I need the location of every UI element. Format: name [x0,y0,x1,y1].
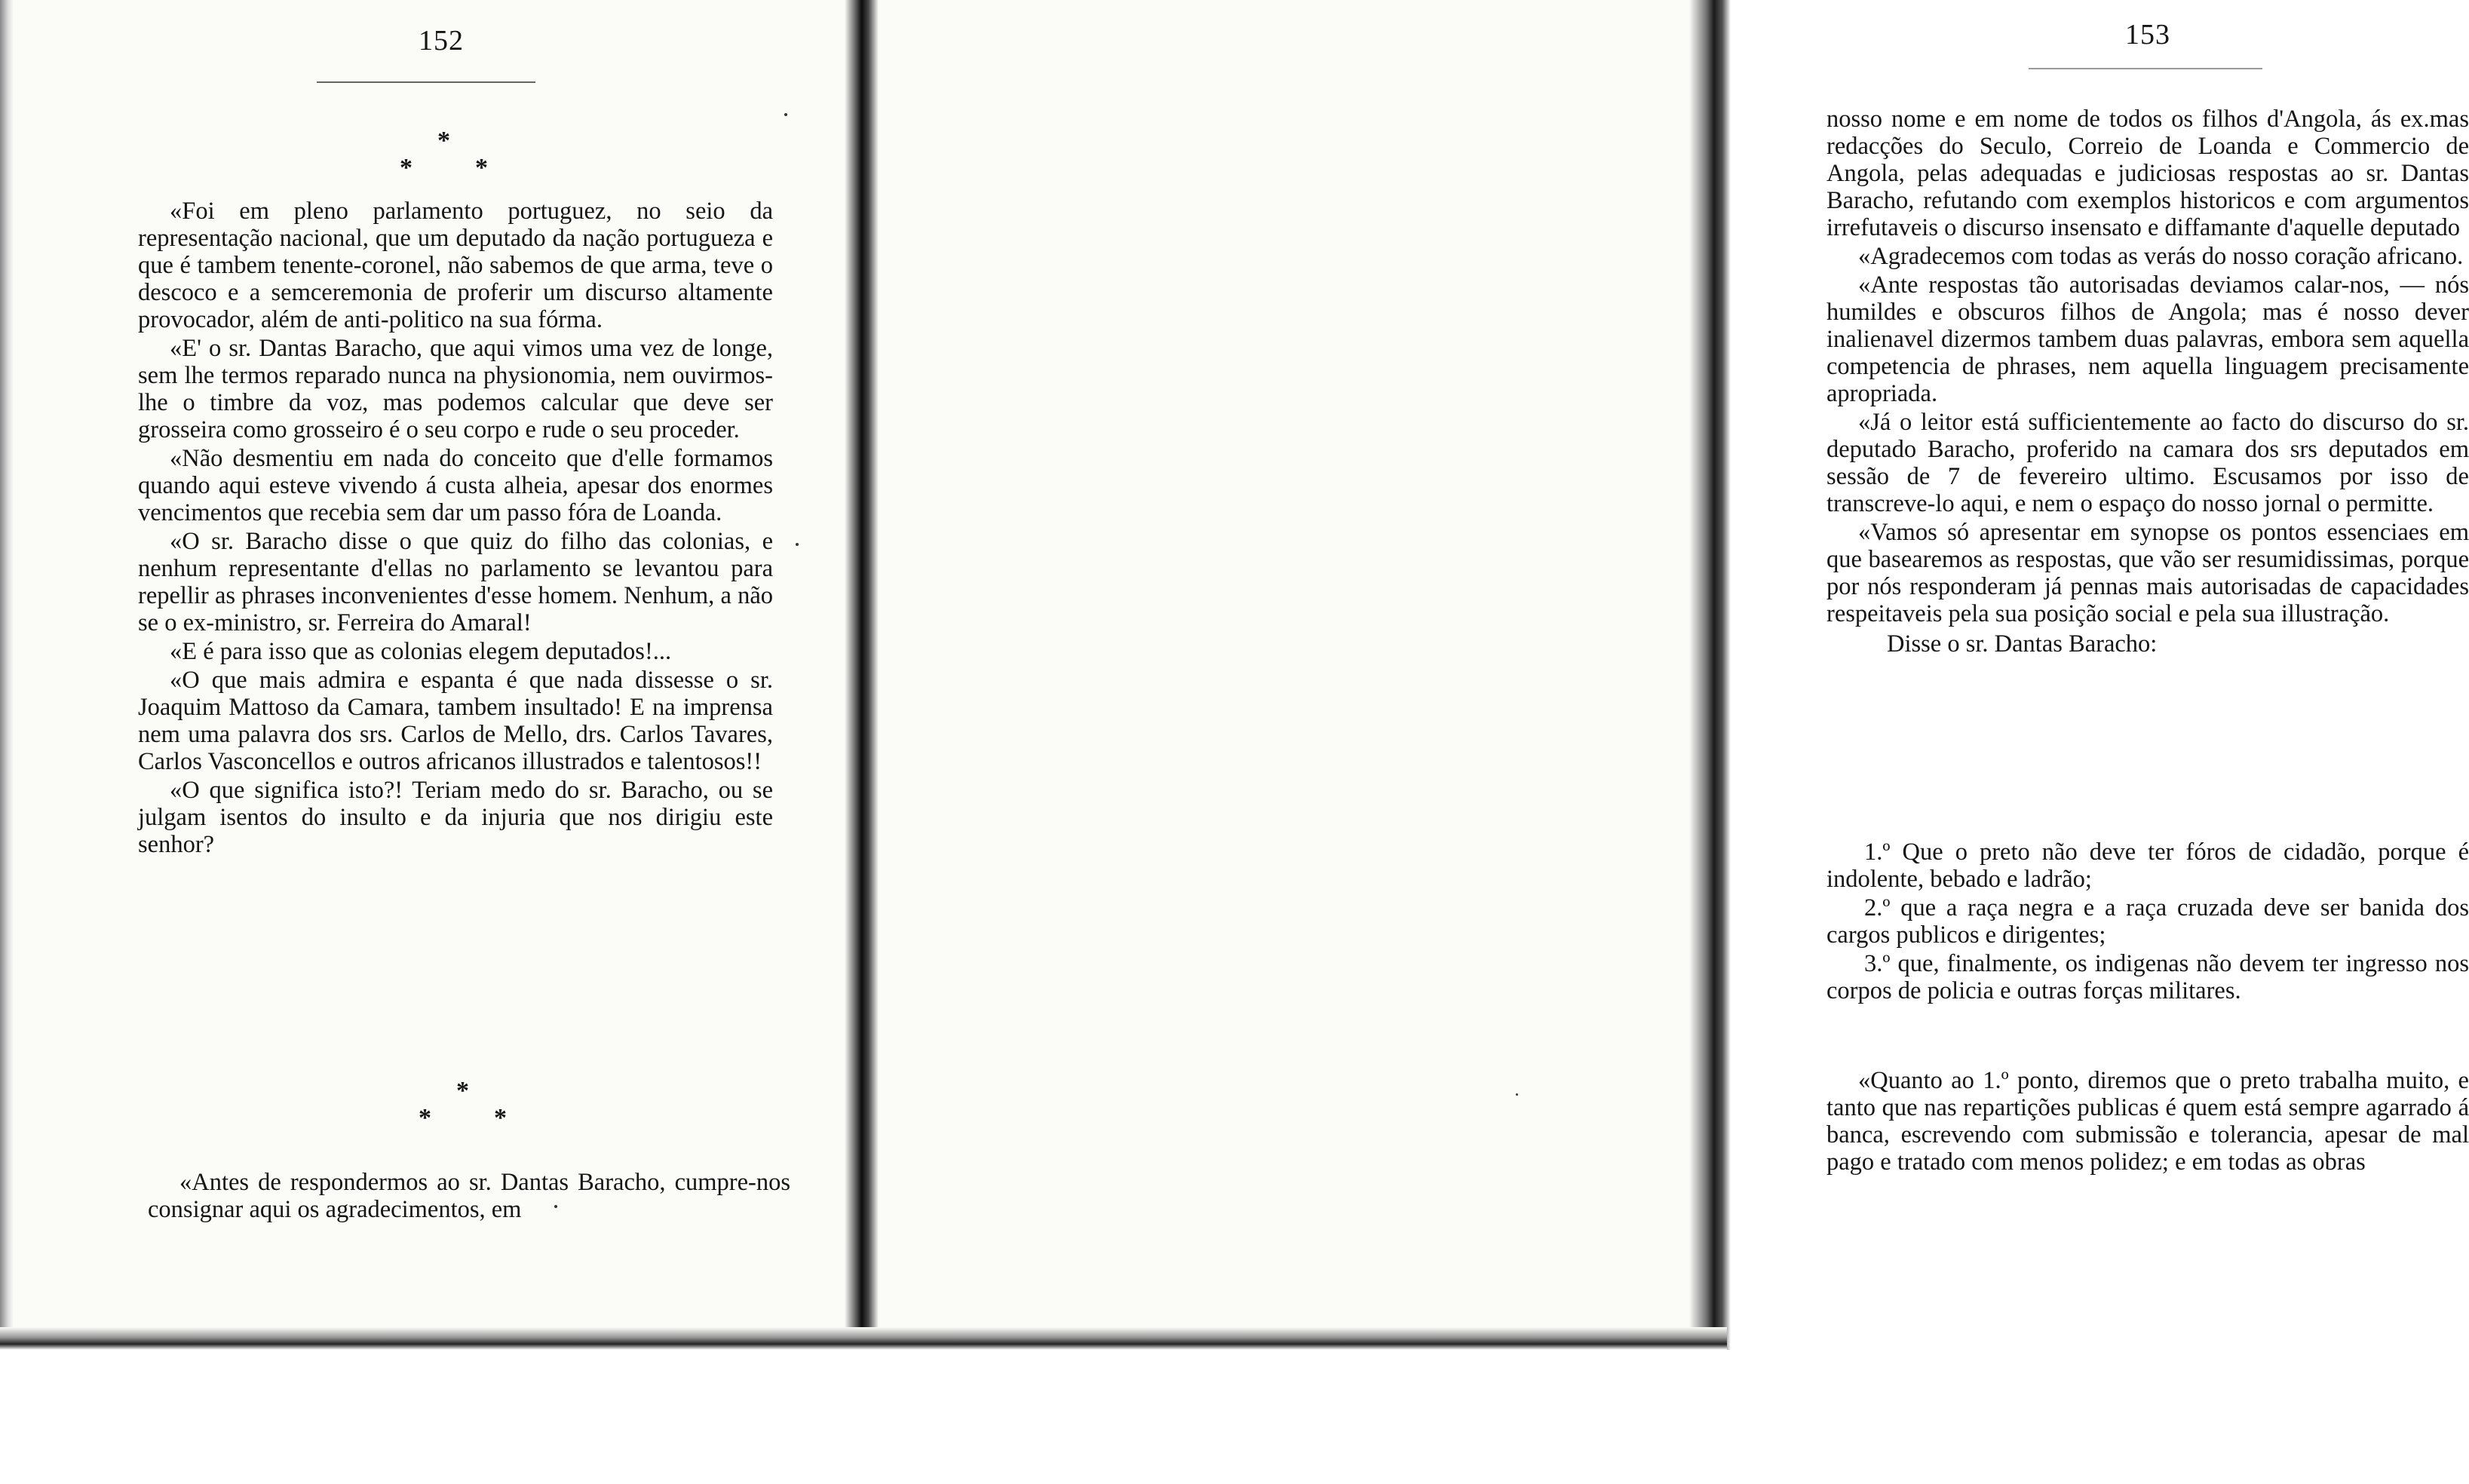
paragraph: «Vamos só apresentar em synopse os pontos essenciaes em que basearemos as respostas, que vão ser resumidissimas, porque por nós responderam já pennas mais autorisadas de capacidades respeitaveis pela sua posição social e pela sua illustração. [1826,519,2469,627]
paragraph: «Já o leitor está sufficientemente ao facto do discurso do sr. deputado Baracho, proferido na camara dos srs deputados em sessão de 7 de fevereiro ultimo. Escusamos por isso de transcreve-lo aqui, e nem o espaço do nosso jornal o permitte. [1826,409,2469,517]
left-text-block-a [138,198,773,860]
scan-speck [1516,1093,1518,1096]
paragraph: «O que mais admira e espanta é que nada dissesse o sr. Joaquim Mattoso da Camara, tambem insultado! E na imprensa nem uma palavra dos srs. Carlos de Mello, drs. Carlos Tavares, Carlos Vasconcellos e outros africanos illustrados e talentosos!! [138,667,773,775]
paragraph: «E' o sr. Dantas Baracho, que aqui vimos uma vez de longe, sem lhe termos reparado nunca na physionomia, nem ouvirmos-lhe o timbre da voz, mas podemos calcular que deve ser grosseira como grosseiro é o seu corpo e rude o seu proceder. [138,335,773,443]
paragraph: «Antes de respondermos ao sr. Dantas Baracho, cumpre-nos consignar aqui os agradecimentos, em [148,1169,790,1223]
page-edge-shadow-right [1689,0,1731,1350]
page-edge-shadow-left [0,0,14,1350]
right-text-block-b [1826,1067,2469,1177]
right-text-block-a [1826,106,2469,659]
asterisk: * [419,1104,431,1132]
page-edge-shadow-bottom [0,1327,1727,1350]
asterisk: * [494,1104,507,1132]
asterism-bottom-left [419,1077,509,1130]
paragraph: «Foi em pleno parlamento portuguez, no seio da representação nacional, que um deputado da nação portugueza e que é tambem tenente-coronel, não sabemos de que arma, teve o descoco e a semceremonia de proferir um discurso altamente provocador, além de anti-politico na sua fórma. [138,198,773,333]
left-text-block-b [148,1169,790,1225]
paragraph: «O que significa isto?! Teriam medo do sr. Baracho, ou se julgam isentos do insulto e da injuria que nos dirigiu este senhor? [138,777,773,858]
paragraph: Disse o sr. Dantas Baracho: [1887,630,2158,658]
paragraph: «O sr. Baracho disse o que quiz do filho das colonias, e nenhum representante d'ellas no parlamento se levantou para repellir as phrases inconvenientes d'esse homem. Nenhum, a não se o ex-ministro, sr. Ferreira do Amaral! [138,528,773,636]
paragraph: «Agradecemos com todas as verás do nosso coração africano. [1858,243,2464,270]
asterisk: * [400,154,413,182]
page-number-left: 152 [419,25,464,57]
left-page [0,0,852,1350]
scan-speck [796,543,799,546]
paragraph: «E é para isso que as colonias elegem deputados!... [170,638,672,665]
book-gutter [845,0,879,1350]
asterism-top-left [400,127,490,182]
asterisk: * [437,127,450,155]
list-item: 3.º que, finalmente, os indigenas não devem ter ingresso nos corpos de policia e outras forças militares. [1826,950,2469,1004]
right-page [875,0,2469,1350]
paragraph: «Ante respostas tão autorisadas deviamos calar-nos, — nós humildes e obscuros filhos de Angola; mas é nosso dever inalienavel dizermos tambem duas palavras, embora sem aquella competencia de phrases, nem aquella linguagem precisamente apropriada. [1826,271,2469,407]
header-rule-left [317,81,535,83]
page-number-right: 153 [2125,19,2170,51]
numbered-points [1826,839,2469,1006]
scan-speck [554,1205,557,1208]
asterisk: * [475,154,488,182]
scan-speck [784,113,787,116]
paragraph: «Não desmentiu em nada do conceito que d'elle formamos quando aqui esteve vivendo á custa alheia, apesar dos enormes vencimentos que recebia sem dar um passo fóra de Loanda. [138,445,773,526]
asterisk: * [456,1077,469,1105]
list-item: 1.º Que o preto não deve ter fóros de cidadão, porque é indolente, bebado e ladrão; [1826,839,2469,893]
paragraph: nosso nome e em nome de todos os filhos d'Angola, ás ex.mas redacções do Seculo, Correio de Loanda e Commercio de Angola, pelas adequadas e judiciosas respostas ao sr. Dantas Baracho, refutando com exemplos historicos e com argumentos irrefutaveis o discurso insensato e diffamante d'aquelle deputado [1826,106,2469,241]
paragraph: «Quanto ao 1.º ponto, diremos que o preto trabalha muito, e tanto que nas repartições publicas é quem está sempre agarrado á banca, escrevendo com submissão e tolerancia, apesar de mal pago e tratado com menos polidez; e em todas as obras [1826,1067,2469,1176]
list-item: 2.º que a raça negra e a raça cruzada deve ser banida dos cargos publicos e dirigentes; [1826,894,2469,949]
header-rule-right [2029,68,2262,69]
